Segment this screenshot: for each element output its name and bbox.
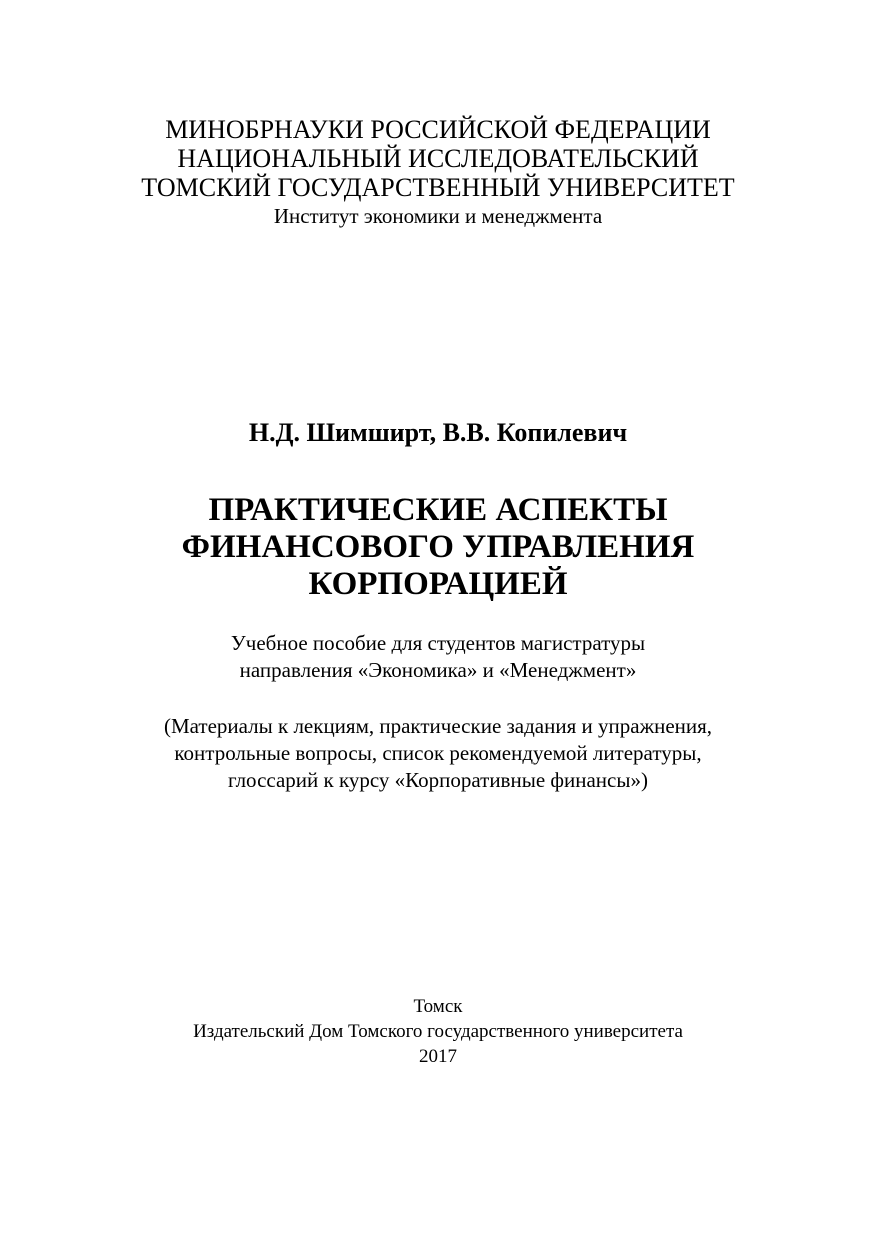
institute-name: Институт экономики и менеджмента <box>273 204 603 228</box>
title-line-2: ФИНАНСОВОГО УПРАВЛЕНИЯ <box>181 529 695 565</box>
ministry-header <box>0 115 876 230</box>
imprint <box>0 994 876 1069</box>
subtitle-line-1: Учебное пособие для студентов магистратуры <box>230 631 646 655</box>
materials-line-3: глоссарий к курсу «Корпоративные финансы») <box>228 768 648 792</box>
university-line-1: НАЦИОНАЛЬНЫЙ ИССЛЕДОВАТЕЛЬСКИЙ <box>177 144 699 173</box>
authors-line: Н.Д. Шимширт, В.В. Копилевич <box>248 418 628 447</box>
imprint-publisher: Издательский Дом Томского государственного университета <box>193 1021 683 1042</box>
university-line-2: ТОМСКИЙ ГОСУДАРСТВЕННЫЙ УНИВЕРСИТЕТ <box>141 173 735 202</box>
imprint-city: Томск <box>413 996 463 1017</box>
subtitle-line-2: направления «Экономика» и «Менеджмент» <box>239 658 637 682</box>
ministry-line: МИНОБРНАУКИ РОССИЙСКОЙ ФЕДЕРАЦИИ <box>165 115 711 144</box>
title-line-1: ПРАКТИЧЕСКИЕ АСПЕКТЫ <box>208 492 668 528</box>
imprint-year: 2017 <box>419 1046 457 1067</box>
materials-description <box>0 713 876 794</box>
materials-line-1: (Материалы к лекциям, практические задания и упражнения, <box>163 714 713 738</box>
book-title <box>0 492 876 603</box>
title-line-3: КОРПОРАЦИЕЙ <box>308 566 568 602</box>
book-subtitle <box>0 630 876 684</box>
authors <box>0 416 876 450</box>
materials-line-2: контрольные вопросы, список рекомендуемой литературы, <box>174 741 702 765</box>
